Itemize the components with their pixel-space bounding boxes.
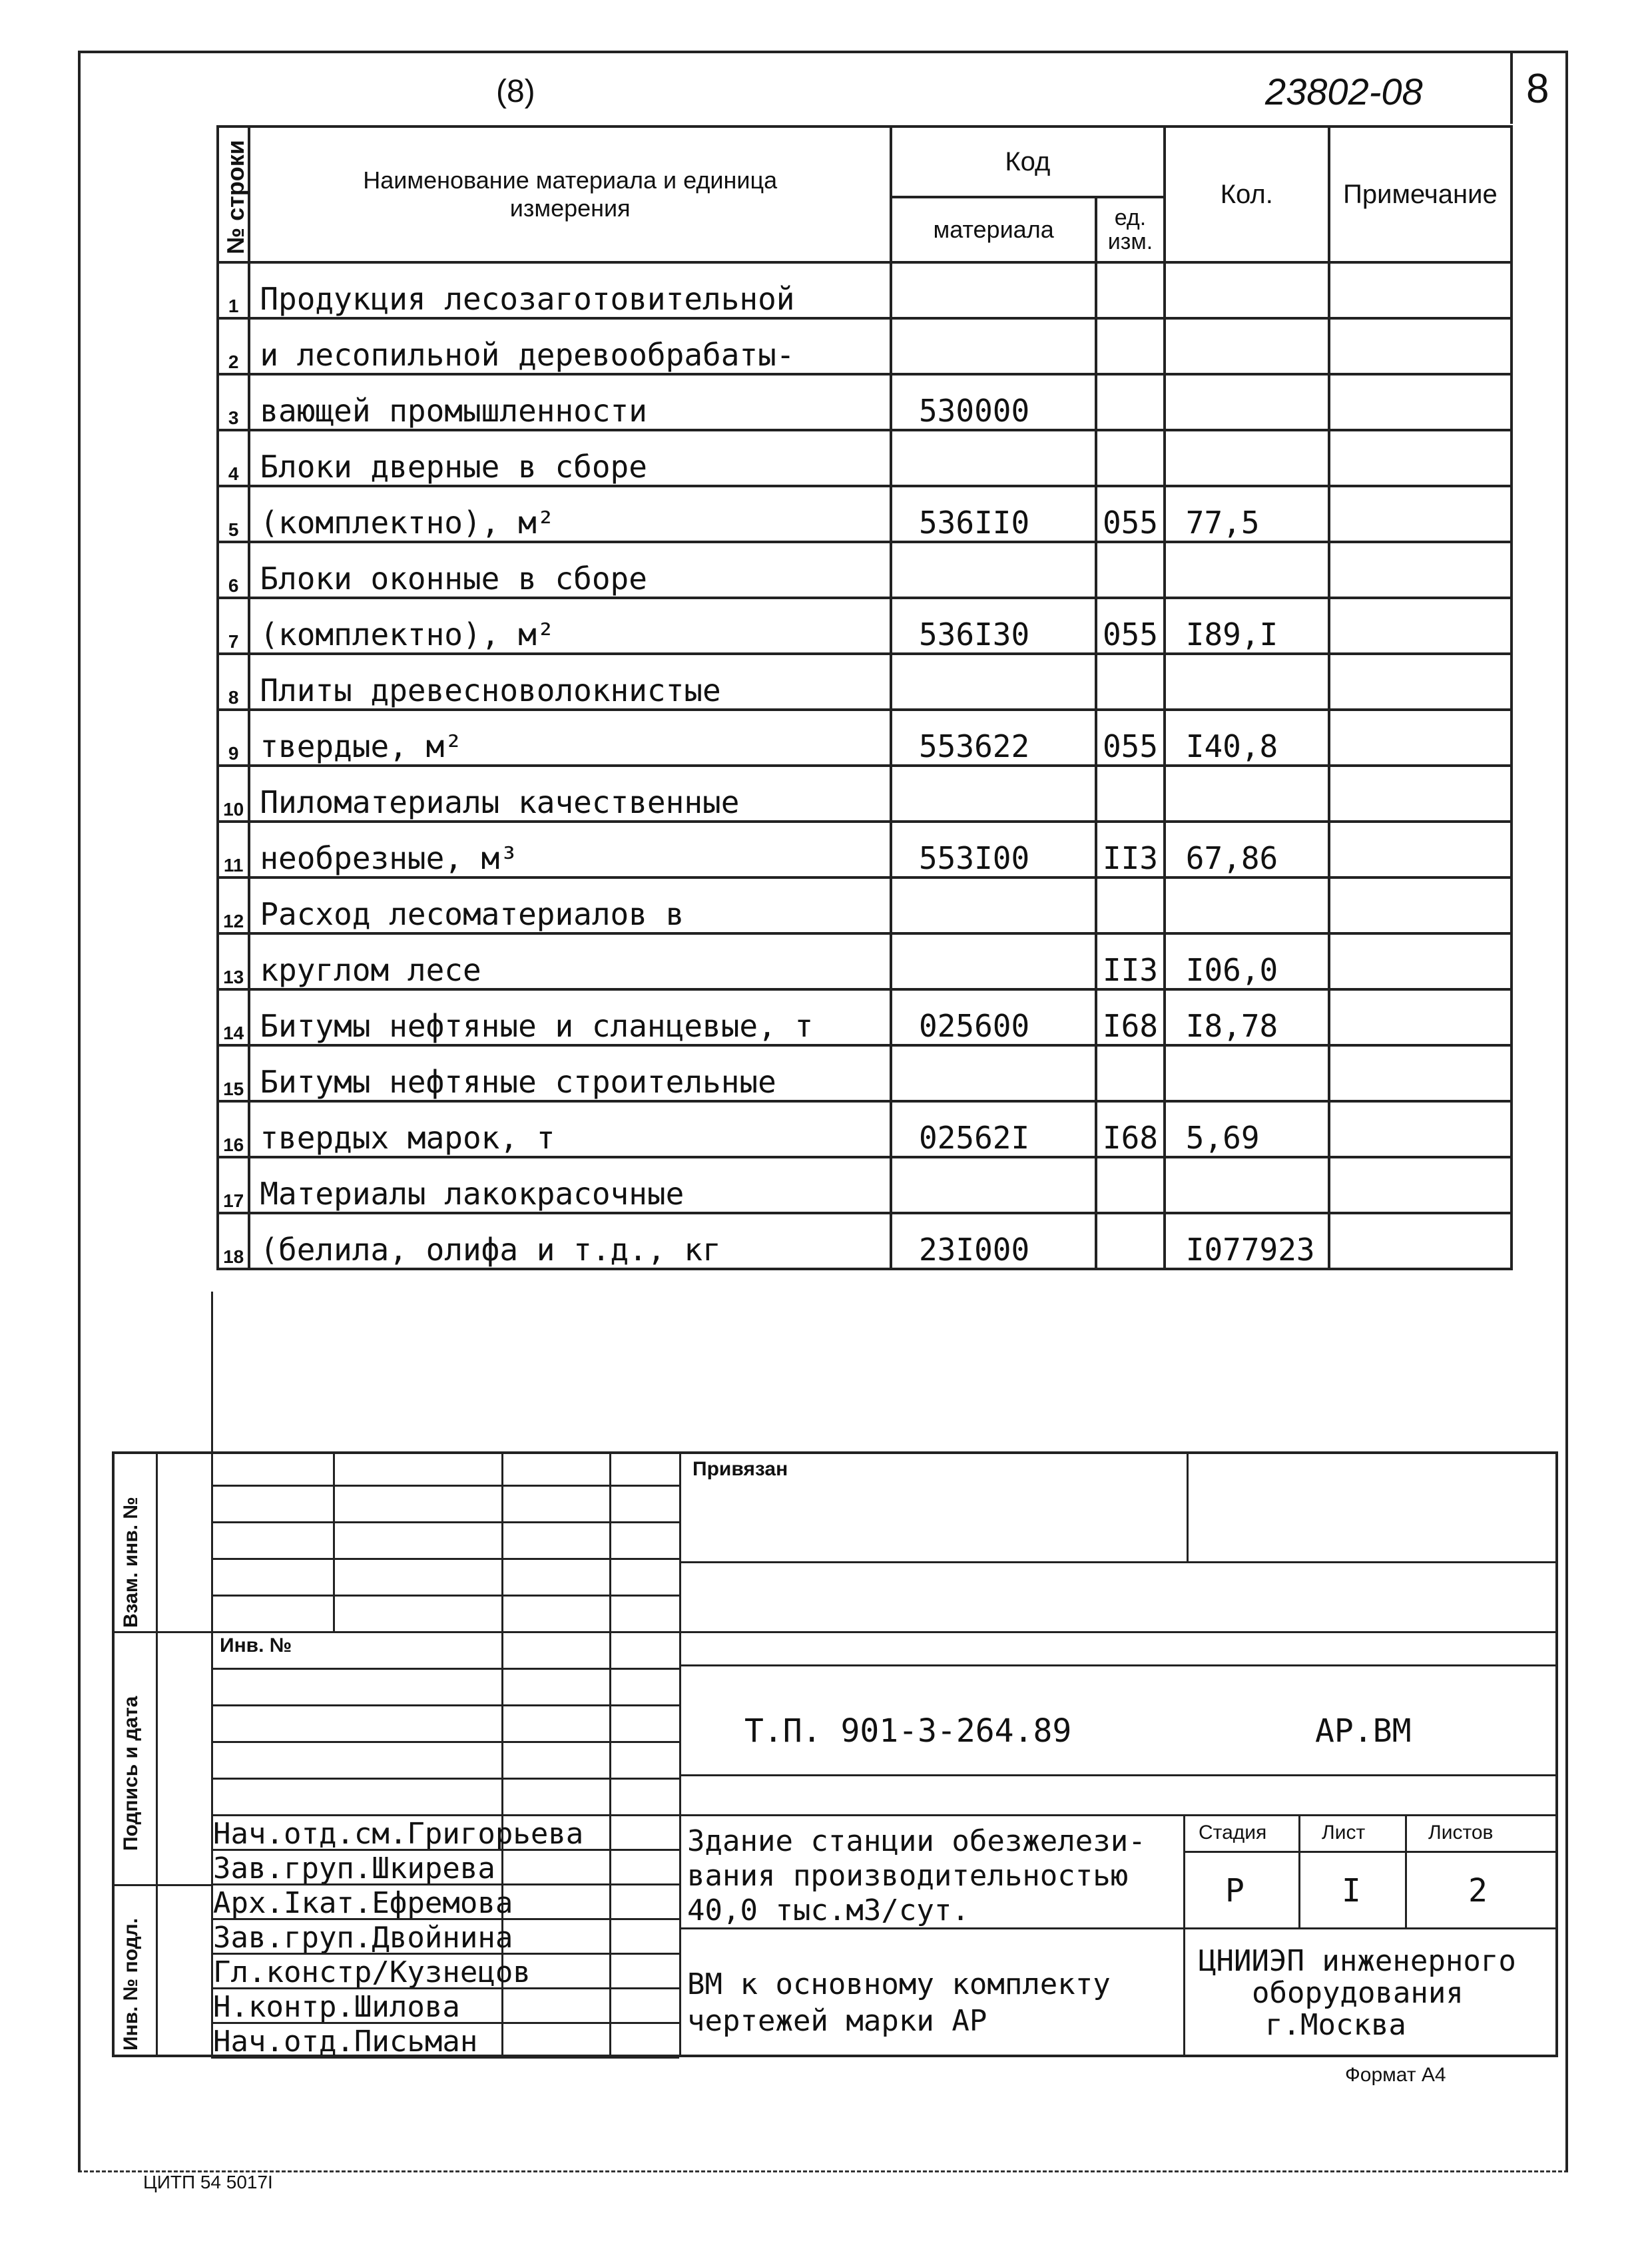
quantity-cell: I06,0 xyxy=(1165,933,1329,989)
material-code-cell xyxy=(891,933,1096,989)
signer-name: Нач.отд.Письман xyxy=(213,2025,478,2059)
quantity-cell xyxy=(1165,1157,1329,1213)
col-unit-code-header: ед. изм. xyxy=(1096,197,1165,262)
drawing-mark: АР.ВМ xyxy=(1315,1712,1412,1750)
note-cell xyxy=(1329,822,1512,877)
sheets-label: Листов xyxy=(1428,1822,1494,1844)
note-cell xyxy=(1329,654,1512,710)
doc-title-1: ВМ к основному комплекту xyxy=(687,1967,1111,2001)
unit-code-cell xyxy=(1096,877,1165,933)
grid-h6 xyxy=(211,1668,679,1670)
material-code-cell xyxy=(891,430,1096,486)
quantity-cell: I40,8 xyxy=(1165,710,1329,766)
material-code-cell xyxy=(891,877,1096,933)
org-line-2: оборудования xyxy=(1252,1976,1464,2010)
frame-inner-left-line xyxy=(211,1292,213,1451)
table-row xyxy=(218,318,1512,374)
note-cell xyxy=(1329,430,1512,486)
table-row xyxy=(218,430,1512,486)
side-label-podpis: Подпись и дата xyxy=(120,1696,142,1851)
material-name-cell: вающей промышленности xyxy=(249,374,891,430)
signer-sep-0 xyxy=(211,1814,1558,1816)
signer-name: Гл.констр/Кузнецов xyxy=(213,1955,531,1989)
material-name-cell: Материалы лакокрасочные xyxy=(249,1157,891,1213)
table-row xyxy=(218,262,1512,318)
row-number-cell: 17 xyxy=(218,1157,249,1213)
note-cell xyxy=(1329,766,1512,822)
grid-h2 xyxy=(211,1521,679,1523)
material-name-cell: Продукция лесозаготовительной xyxy=(249,262,891,318)
quantity-cell: I89,I xyxy=(1165,598,1329,654)
row-number-cell: 9 xyxy=(218,710,249,766)
side-label-sep-1 xyxy=(112,1631,212,1633)
note-cell xyxy=(1329,710,1512,766)
material-code-cell xyxy=(891,318,1096,374)
note-cell xyxy=(1329,933,1512,989)
signer-name: Зав.груп.Шкирева xyxy=(213,1852,495,1885)
title-sep xyxy=(679,1927,1558,1929)
unit-code-cell xyxy=(1096,1157,1165,1213)
table-row xyxy=(218,877,1512,933)
note-cell xyxy=(1329,1157,1512,1213)
side-label-inv: Инв. № подл. xyxy=(120,1917,142,2051)
unit-code-cell: 055 xyxy=(1096,486,1165,542)
privyazan-divider xyxy=(1187,1451,1189,1561)
building-title-1: Здание станции обезжелези- xyxy=(687,1824,1146,1858)
sheets-value: 2 xyxy=(1468,1872,1488,1909)
building-title-3: 40,0 тыс.м3/сут. xyxy=(687,1893,969,1927)
materials-table xyxy=(216,125,1513,1270)
material-code-cell xyxy=(891,542,1096,598)
org-line-1: ЦНИИЭП инженерного xyxy=(1199,1944,1516,1978)
grid-v4 xyxy=(609,1451,611,2057)
material-name-cell: Блоки оконные в сборе xyxy=(249,542,891,598)
sheet-divider xyxy=(1298,1814,1300,1927)
stage-label-sep xyxy=(1183,1851,1558,1853)
table-row xyxy=(218,654,1512,710)
row-number-cell: 16 xyxy=(218,1101,249,1157)
org-line-3: г.Москва xyxy=(1265,2008,1406,2042)
privyazan-label: Привязан xyxy=(692,1458,788,1480)
unit-code-cell xyxy=(1096,542,1165,598)
tb-h-c xyxy=(679,1774,1558,1776)
row-number-cell: 14 xyxy=(218,989,249,1045)
row-number-cell: 4 xyxy=(218,430,249,486)
col-row-number-header xyxy=(218,126,249,262)
quantity-cell: 5,69 xyxy=(1165,1101,1329,1157)
note-cell xyxy=(1329,1045,1512,1101)
grid-h7 xyxy=(211,1704,679,1706)
material-code-cell xyxy=(891,654,1096,710)
unit-code-cell xyxy=(1096,262,1165,318)
note-cell xyxy=(1329,486,1512,542)
sheet-number: 8 xyxy=(1526,66,1549,112)
note-cell xyxy=(1329,262,1512,318)
side-label-divider xyxy=(156,1451,158,2057)
material-code-cell xyxy=(891,262,1096,318)
project-code: Т.П. 901-3-264.89 xyxy=(744,1712,1072,1750)
building-title-2: вания производительностью xyxy=(687,1859,1129,1893)
quantity-cell xyxy=(1165,766,1329,822)
col-name-header xyxy=(249,126,891,262)
material-code-cell: 23I000 xyxy=(891,1213,1096,1269)
signer-sep xyxy=(211,1849,679,1851)
quantity-cell xyxy=(1165,542,1329,598)
quantity-cell xyxy=(1165,318,1329,374)
col-note-header: Примечание xyxy=(1329,126,1512,262)
unit-code-cell: I68 xyxy=(1096,1101,1165,1157)
table-row xyxy=(218,374,1512,430)
unit-code-cell xyxy=(1096,654,1165,710)
grid-h5 xyxy=(211,1631,1558,1633)
row-number-cell: 10 xyxy=(218,766,249,822)
table-row xyxy=(218,822,1512,877)
table-row xyxy=(218,766,1512,822)
signer-sep xyxy=(211,1953,679,1955)
signer-sep xyxy=(211,1883,679,1885)
row-number-cell: 3 xyxy=(218,374,249,430)
quantity-cell: 67,86 xyxy=(1165,822,1329,877)
quantity-cell xyxy=(1165,374,1329,430)
material-name-cell: Битумы нефтяные и сланцевые, т xyxy=(249,989,891,1045)
quantity-cell xyxy=(1165,1045,1329,1101)
grid-h4 xyxy=(211,1595,679,1597)
signer-name: Нач.отд.см.Григорьева xyxy=(213,1817,584,1851)
doc-title-2: чертежей марки АР xyxy=(687,2004,987,2038)
grid-v2 xyxy=(333,1451,335,1631)
grid-h9 xyxy=(211,1778,679,1780)
note-cell xyxy=(1329,989,1512,1045)
row-number-cell: 6 xyxy=(218,542,249,598)
side-label-sep-2 xyxy=(112,1884,212,1886)
tb-h-a xyxy=(679,1561,1558,1563)
col-qty-header: Кол. xyxy=(1165,126,1329,262)
row-number-cell: 11 xyxy=(218,822,249,877)
table-row xyxy=(218,933,1512,989)
material-name-cell: (комплектно), м² xyxy=(249,486,891,542)
material-name-cell: и лесопильной деревообрабаты- xyxy=(249,318,891,374)
sheet-label: Лист xyxy=(1322,1822,1366,1844)
unit-code-cell: 055 xyxy=(1096,598,1165,654)
footer-code: ЦИТП 54 5017I xyxy=(143,2172,273,2192)
row-number-cell: 2 xyxy=(218,318,249,374)
material-name-cell: Битумы нефтяные строительные xyxy=(249,1045,891,1101)
stage-label: Стадия xyxy=(1199,1822,1267,1844)
signer-sep xyxy=(211,1987,679,1989)
row-number-cell: 13 xyxy=(218,933,249,989)
tb-h-b xyxy=(679,1664,1558,1666)
doc-code: 23802-08 xyxy=(1265,71,1423,113)
material-name-cell: (комплектно), м² xyxy=(249,598,891,654)
quantity-cell xyxy=(1165,877,1329,933)
note-cell xyxy=(1329,542,1512,598)
unit-code-cell xyxy=(1096,430,1165,486)
grid-v5 xyxy=(679,1451,681,2057)
quantity-cell: I8,78 xyxy=(1165,989,1329,1045)
table-row xyxy=(218,989,1512,1045)
material-code-cell xyxy=(891,766,1096,822)
material-name-cell: Плиты древесноволокнистые xyxy=(249,654,891,710)
table-row xyxy=(218,1157,1512,1213)
note-cell xyxy=(1329,374,1512,430)
note-cell xyxy=(1329,1101,1512,1157)
note-cell xyxy=(1329,598,1512,654)
unit-code-cell xyxy=(1096,374,1165,430)
material-name-cell: твердых марок, т xyxy=(249,1101,891,1157)
material-code-cell xyxy=(891,1157,1096,1213)
material-name-cell: Расход лесоматериалов в xyxy=(249,877,891,933)
unit-code-cell: 055 xyxy=(1096,710,1165,766)
table-row xyxy=(218,598,1512,654)
material-name-cell: твердые, м² xyxy=(249,710,891,766)
unit-code-cell xyxy=(1096,318,1165,374)
material-name-cell: круглом лесе xyxy=(249,933,891,989)
note-cell xyxy=(1329,1213,1512,1269)
format-label: Формат А4 xyxy=(1345,2064,1446,2086)
table-row xyxy=(218,1101,1512,1157)
quantity-cell xyxy=(1165,654,1329,710)
signer-name: Зав.груп.Двойнина xyxy=(213,1921,513,1955)
quantity-cell xyxy=(1165,262,1329,318)
unit-code-cell xyxy=(1096,766,1165,822)
signer-sep xyxy=(211,2022,679,2024)
table-row xyxy=(218,542,1512,598)
material-name-cell: необрезные, м³ xyxy=(249,822,891,877)
material-code-cell: 530000 xyxy=(891,374,1096,430)
quantity-cell xyxy=(1165,430,1329,486)
material-code-cell: 553622 xyxy=(891,710,1096,766)
row-number-cell: 1 xyxy=(218,262,249,318)
stage-value: Р xyxy=(1225,1872,1244,1909)
grid-h3 xyxy=(211,1558,679,1560)
grid-h1 xyxy=(211,1485,679,1487)
signer-sep xyxy=(211,2057,679,2059)
inv-no-label: Инв. № xyxy=(220,1634,292,1656)
sheets-divider xyxy=(1405,1814,1407,1927)
col-name-label: Наименование материала и единица измерения xyxy=(363,166,778,222)
row-number-cell: 7 xyxy=(218,598,249,654)
sheet-value: I xyxy=(1342,1872,1361,1909)
row-number-cell: 15 xyxy=(218,1045,249,1101)
page-marker: (8) xyxy=(496,74,535,109)
row-number-cell: 8 xyxy=(218,654,249,710)
material-code-cell: 02562I xyxy=(891,1101,1096,1157)
col-row-number-label: № строки xyxy=(222,140,249,254)
material-name-cell: Блоки дверные в сборе xyxy=(249,430,891,486)
col-material-code-header: материала xyxy=(891,197,1096,262)
material-code-cell: 553I00 xyxy=(891,822,1096,877)
unit-code-cell: II3 xyxy=(1096,933,1165,989)
quantity-cell: I077923 xyxy=(1165,1213,1329,1269)
table-row xyxy=(218,1045,1512,1101)
row-number-cell: 18 xyxy=(218,1213,249,1269)
side-label-vzam: Взам. инв. № xyxy=(120,1497,142,1628)
signer-name: Арх.Iкат.Ефремова xyxy=(213,1886,513,1920)
signer-sep xyxy=(211,1918,679,1920)
unit-code-cell xyxy=(1096,1045,1165,1101)
signer-name: Н.контр.Шилова xyxy=(213,1990,460,2024)
quantity-cell: 77,5 xyxy=(1165,486,1329,542)
unit-code-cell: I68 xyxy=(1096,989,1165,1045)
table-row xyxy=(218,710,1512,766)
material-name-cell: (белила, олифа и т.д., кг xyxy=(249,1213,891,1269)
material-code-cell: 025600 xyxy=(891,989,1096,1045)
unit-code-cell: II3 xyxy=(1096,822,1165,877)
note-cell xyxy=(1329,318,1512,374)
unit-code-cell xyxy=(1096,1213,1165,1269)
table-row xyxy=(218,486,1512,542)
material-code-cell: 536II0 xyxy=(891,486,1096,542)
material-code-cell xyxy=(891,1045,1096,1101)
col-code-header: Код xyxy=(891,126,1165,197)
material-code-cell: 536I30 xyxy=(891,598,1096,654)
note-cell xyxy=(1329,877,1512,933)
grid-h8 xyxy=(211,1741,679,1743)
row-number-cell: 5 xyxy=(218,486,249,542)
table-row xyxy=(218,1213,1512,1269)
material-name-cell: Пиломатериалы качественные xyxy=(249,766,891,822)
row-number-cell: 12 xyxy=(218,877,249,933)
